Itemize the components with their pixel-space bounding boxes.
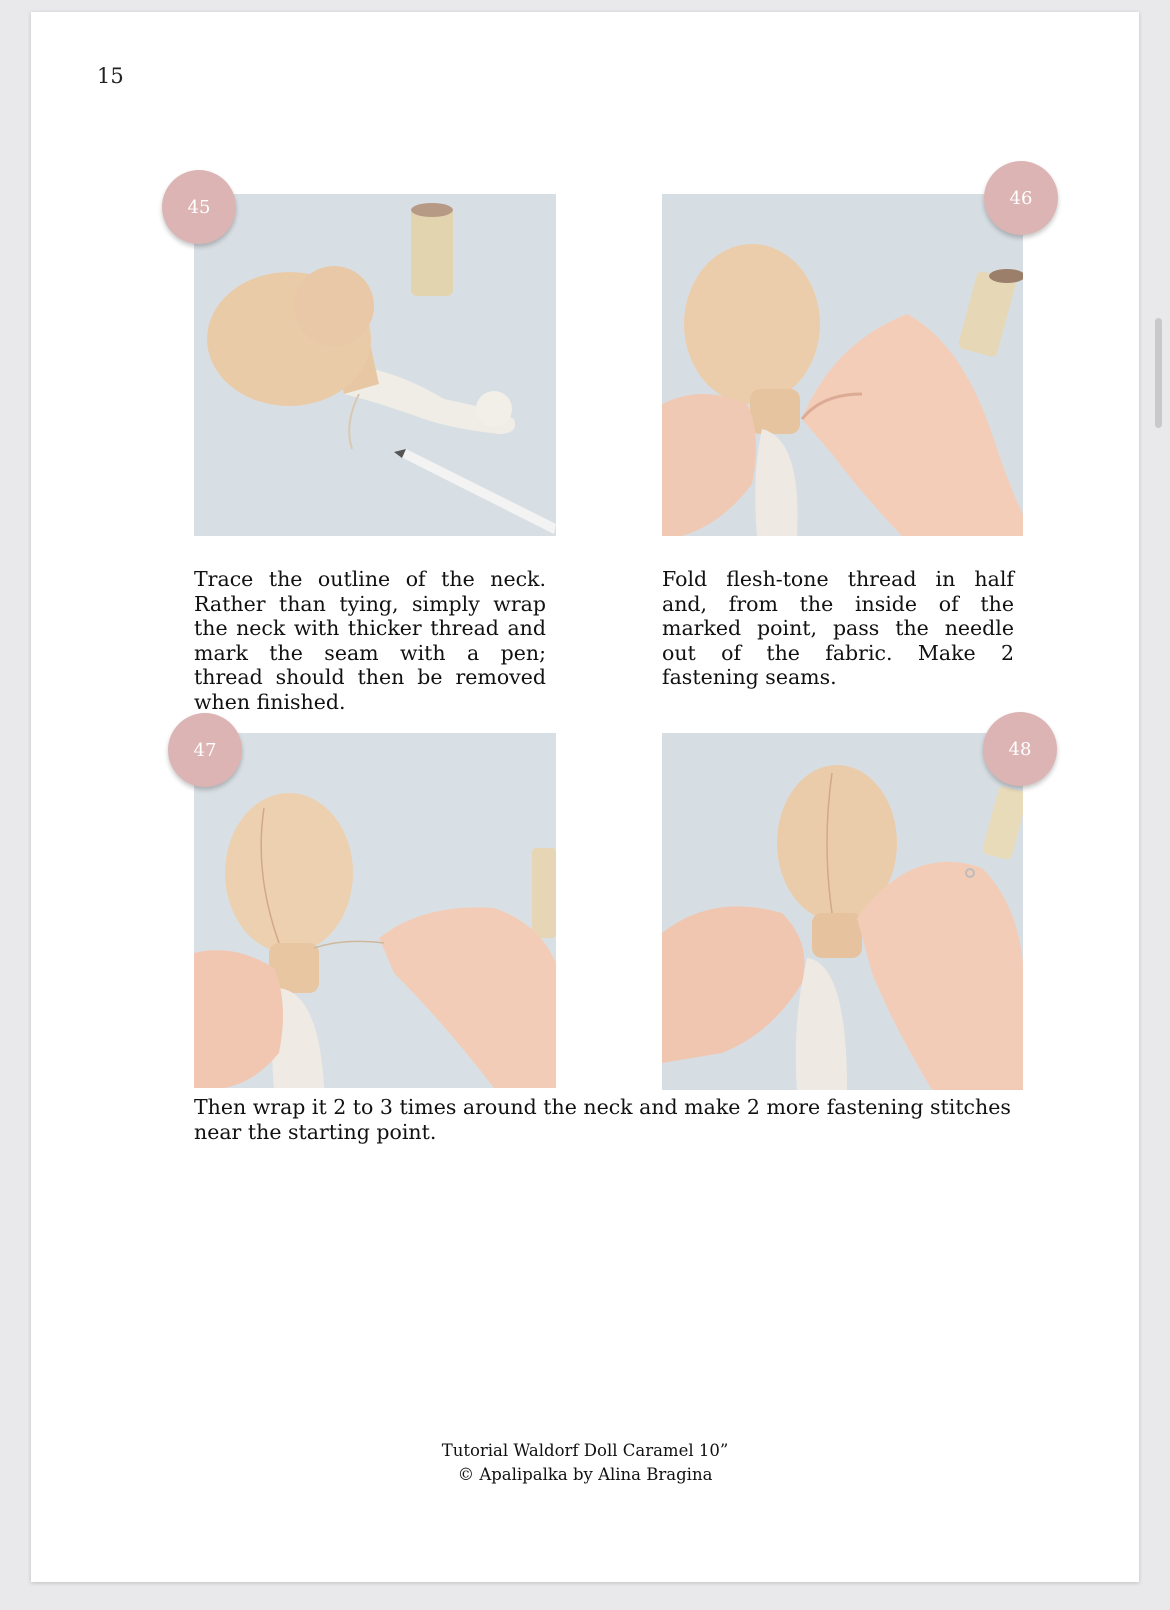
step-48-number-badge: 48	[983, 712, 1057, 786]
step-46-photo	[662, 194, 1023, 536]
step-46-caption: Fold flesh-tone thread in half and, from the inside of the marked point, pass the needle out of the fabric. Make 2 fastening seams.	[662, 567, 1014, 689]
step-46-number-badge: 46	[984, 161, 1058, 235]
hands-threading-doll-neck-photo-icon	[662, 194, 1023, 536]
steps-47-48-caption: Then wrap it 2 to 3 times around the neck and make 2 more fastening stitches near the starting point.	[194, 1095, 1011, 1144]
footer-title: Tutorial Waldorf Doll Caramel 10”	[441, 1441, 729, 1460]
document-page	[31, 12, 1139, 1582]
step-45-caption: Trace the outline of the neck. Rather than tying, simply wrap the neck with thicker thread and mark the seam with a pen; thread should then be removed when finished.	[194, 567, 546, 714]
footer	[31, 1439, 1139, 1487]
hands-wrapping-neck-photo-icon	[662, 733, 1023, 1090]
doll-head-with-spool-and-pen-photo-icon	[194, 194, 556, 536]
step-47-photo	[194, 733, 556, 1088]
footer-copyright: © Apalipalka by Alina Bragina	[457, 1465, 713, 1484]
page-number: 15	[97, 64, 124, 88]
hands-pulling-thread-photo-icon	[194, 733, 556, 1088]
step-47-number-badge: 47	[168, 713, 242, 787]
step-48-photo	[662, 733, 1023, 1090]
vertical-scrollbar[interactable]	[1155, 318, 1162, 428]
step-45-photo	[194, 194, 556, 536]
step-45-number-badge: 45	[162, 170, 236, 244]
